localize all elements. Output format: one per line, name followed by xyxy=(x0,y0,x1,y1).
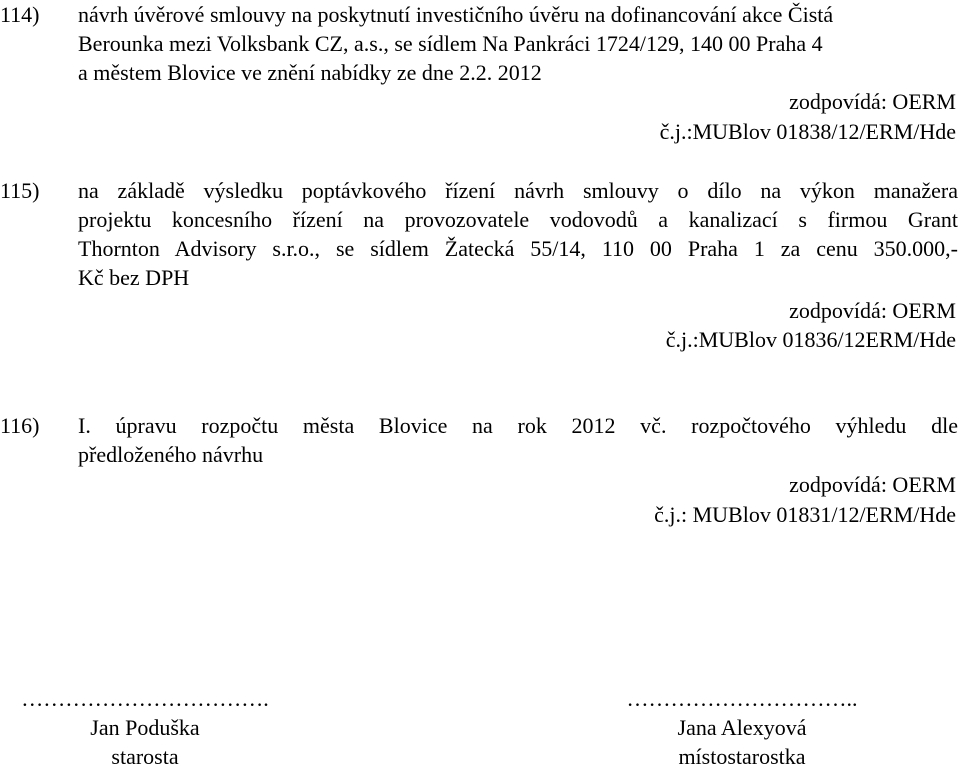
item-text-line: a městem Blovice ve znění nabídky ze dne 2.2. 2012 xyxy=(78,60,542,85)
signature-line: ……………………………. xyxy=(21,686,269,711)
signature-block-mayor xyxy=(0,684,290,771)
item-text-line: projektu koncesního řízení na provozovatele vodovodů a kanalizací s firmou Grant xyxy=(78,207,958,232)
item-text-line: předloženého návrhu xyxy=(78,442,264,467)
signatory-name: Jan Poduška xyxy=(90,715,200,740)
reference-number: č.j.:MUBlov 01836/12ERM/Hde xyxy=(665,327,956,352)
item-number: 115) xyxy=(0,178,40,203)
item-number: 116) xyxy=(0,413,40,438)
signature-line: ………………………….. xyxy=(626,686,858,711)
item-text-line: na základě výsledku poptávkového řízení návrh smlouvy o dílo na výkon manažera xyxy=(78,178,958,203)
signatory-role: místostarostka xyxy=(678,744,806,769)
signatory-role: starosta xyxy=(111,744,179,769)
item-text-line: Kč bez DPH xyxy=(78,265,190,290)
resolution-item-115 xyxy=(0,176,960,352)
item-text-line: I. úpravu rozpočtu města Blovice na rok 2012 vč. rozpočtového výhledu dle xyxy=(78,413,958,438)
signature-block-deputy-mayor xyxy=(604,684,880,771)
item-text-line: Thornton Advisory s.r.o., se sídlem Žatecká 55/14, 110 00 Praha 1 za cenu 350.000,- xyxy=(78,236,958,261)
responsible-unit: zodpovídá: OERM xyxy=(789,472,956,497)
item-text xyxy=(78,411,958,469)
resolution-item-116 xyxy=(0,411,960,527)
item-text xyxy=(78,176,958,292)
item-text-line: návrh úvěrové smlouvy na poskytnutí investičního úvěru na dofinancování akce Čistá xyxy=(78,2,834,27)
responsible-unit: zodpovídá: OERM xyxy=(789,298,956,323)
item-text xyxy=(78,0,958,87)
signatory-name: Jana Alexyová xyxy=(677,715,807,740)
resolution-item-114 xyxy=(0,0,960,144)
reference-number: č.j.:MUBlov 01838/12/ERM/Hde xyxy=(659,119,956,144)
responsible-unit: zodpovídá: OERM xyxy=(789,89,956,114)
item-number: 114) xyxy=(0,2,40,27)
item-text-line: Berounka mezi Volksbank CZ, a.s., se sídlem Na Pankráci 1724/129, 140 00 Praha 4 xyxy=(78,31,823,56)
reference-number: č.j.: MUBlov 01831/12/ERM/Hde xyxy=(654,502,956,527)
